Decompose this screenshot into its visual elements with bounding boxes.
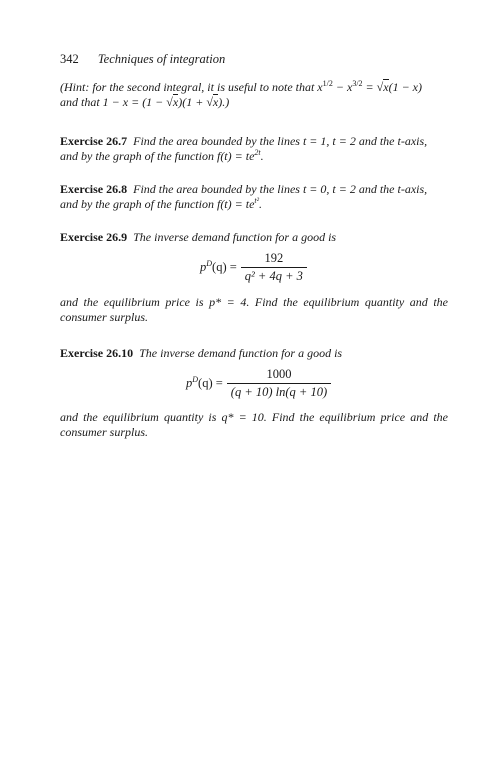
exercise-label: Exercise 26.8 bbox=[60, 182, 128, 196]
formula-26-9: $p^D(q)$ = $\frac{192}{\text{q² + 4q + 3}}$ bbox=[200, 251, 307, 284]
fraction bbox=[227, 367, 331, 400]
exercise-label: Exercise 26.10 bbox=[60, 346, 134, 360]
hint-paragraph bbox=[60, 80, 448, 110]
hint-line-1: (Hint: for the second integral, it is useful to note that $x^{1/2} - x^{3/2} = √x(1 - x)$ bbox=[60, 79, 422, 94]
exercise-26-10: Exercise 26.10 The inverse demand function for a good is bbox=[60, 346, 343, 360]
exercise-label: Exercise 26.9 bbox=[60, 230, 128, 244]
sqrt-symbol: √x bbox=[166, 95, 179, 109]
fraction-numerator: 192 bbox=[241, 251, 307, 268]
fraction-numerator: 1000 bbox=[227, 367, 331, 384]
exercise-26-9: Exercise 26.9 The inverse demand function for a good is bbox=[60, 230, 337, 244]
fraction bbox=[241, 251, 307, 284]
fraction-denominator: (q + 10) ln(q + 10) bbox=[230, 385, 328, 399]
sqrt-symbol: √x bbox=[206, 95, 219, 109]
exercise-26-8: Exercise 26.8 Find the area bounded by the lines t = 0, t = 2 and the t-axis, and by the graph of the function $f(t) = te^{t^2}$. bbox=[60, 182, 428, 211]
running-title: Techniques of integration bbox=[97, 52, 226, 66]
exercise-26-7: Exercise 26.7 Find the area bounded by the lines t = 1, t = 2 and the t-axis, and by the graph of the function $f(t) = te^{2t}$. bbox=[60, 134, 428, 163]
exercise-26-10-continuation: and the equilibrium quantity is q* = 10. Find the equilibrium price and the consumer surplus. bbox=[60, 410, 448, 439]
running-header bbox=[60, 52, 225, 67]
page-number: 342 bbox=[60, 52, 79, 66]
formula-26-10: $p^D(q)$ = $\frac{1000}{(q + 10) \ln(q + 10)}$ bbox=[186, 367, 331, 400]
hint-line-2: and that 1 − x = (1 − √x)(1 + √x).) bbox=[60, 95, 230, 109]
sqrt-symbol: √x bbox=[376, 80, 389, 94]
exercise-label: Exercise 26.7 bbox=[60, 134, 128, 148]
exercise-26-9-continuation: and the equilibrium price is p* = 4. Find the equilibrium quantity and the consumer surplus. bbox=[60, 295, 448, 324]
fraction-denominator: q² + 4q + 3 bbox=[244, 269, 303, 283]
